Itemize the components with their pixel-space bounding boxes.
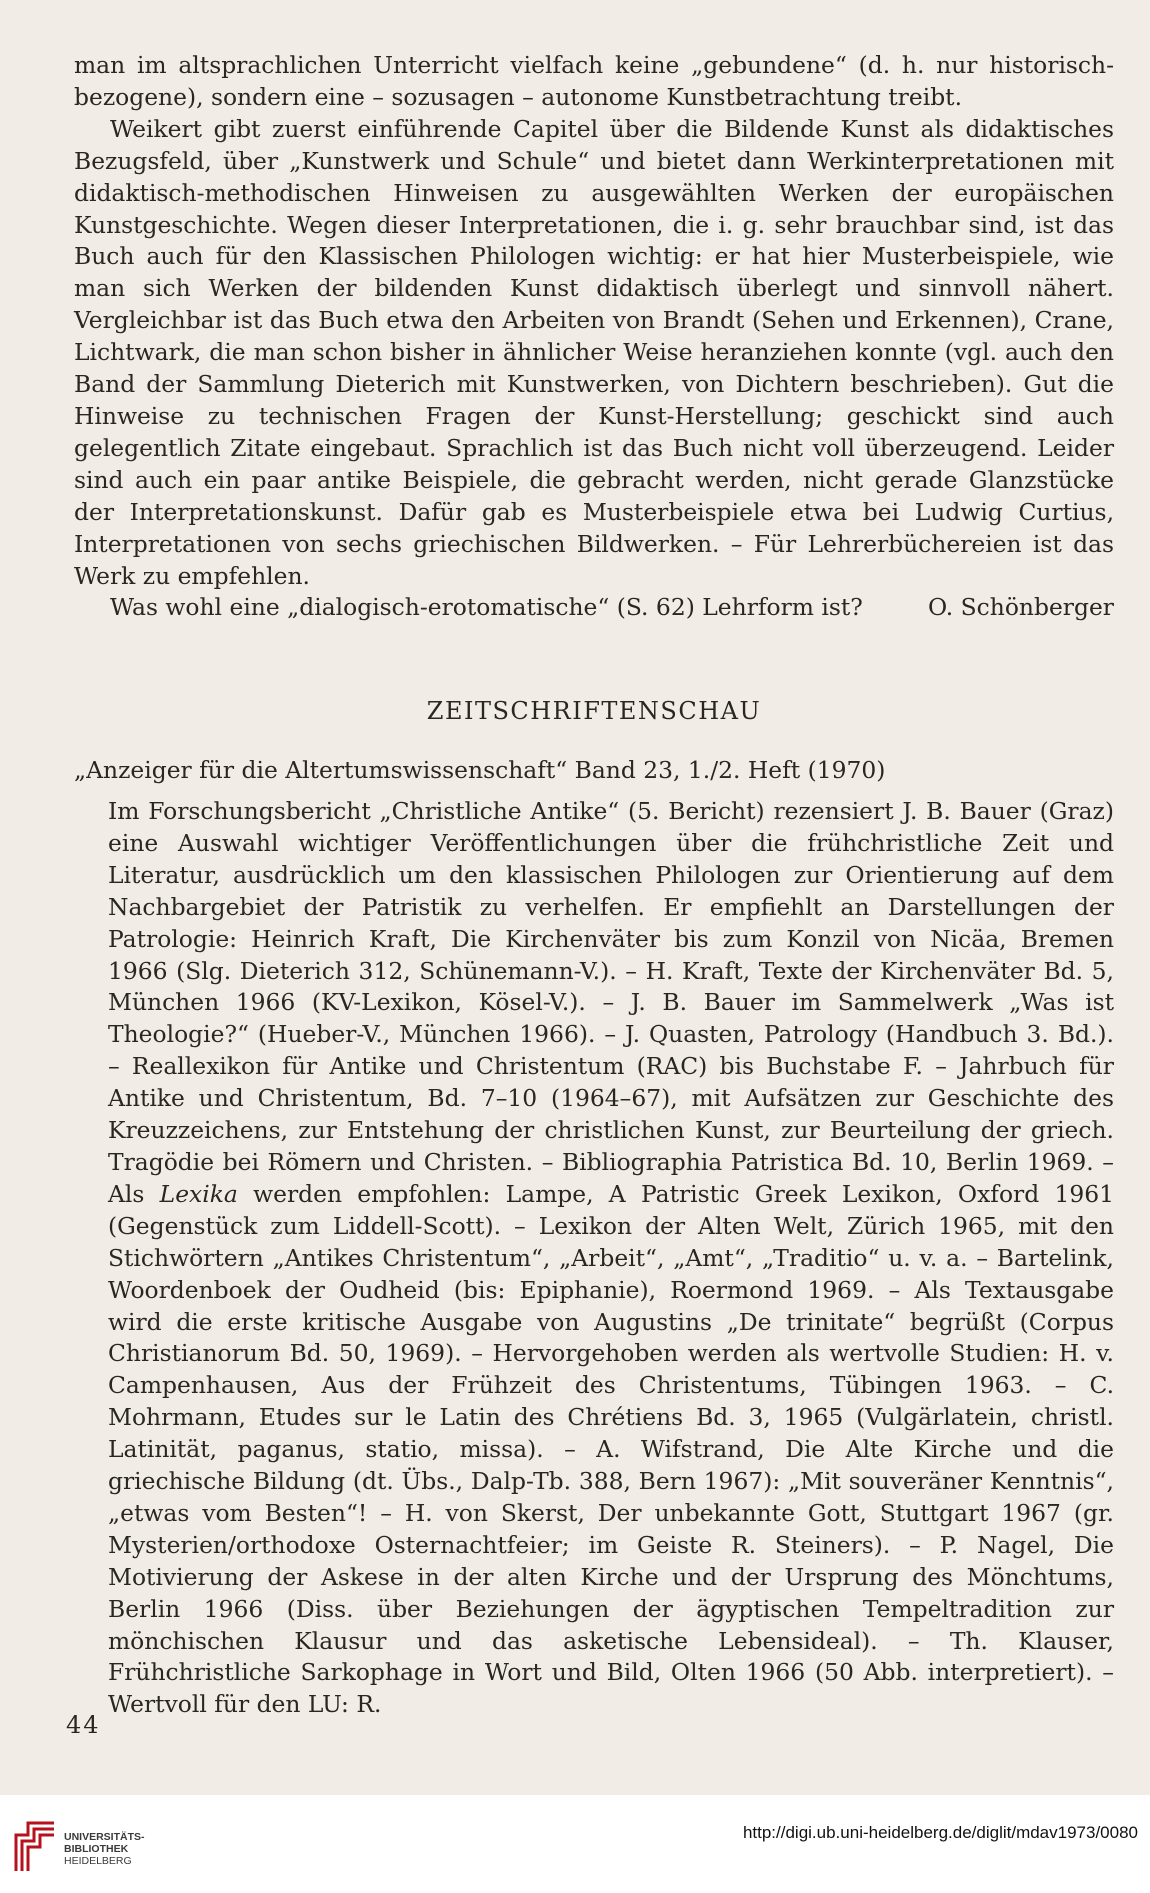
review-paragraph-1: man im altsprachlichen Unterricht vielfach keine „gebundene“ (d. h. nur historisch-bezogene), sondern eine – sozusagen – autonome Kunstbetrachtung treibt.: [74, 51, 1114, 111]
review-closing-line: [74, 592, 1114, 624]
ub-heidelberg-logo-icon: [10, 1815, 60, 1875]
library-line-2: BIBLIOTHEK: [64, 1843, 129, 1855]
library-name: [64, 1831, 145, 1867]
closing-question: Was wohl eine „dialogisch-erotomatische“ (S. 62) Lehrform ist?: [110, 593, 863, 622]
page-number: 44: [66, 1711, 101, 1739]
source-url-link[interactable]: http://digi.ub.uni-heidelberg.de/diglit/mdav1973/0080: [742, 1823, 1138, 1842]
review-text: [74, 50, 1114, 624]
report-italic-word: Lexika: [159, 1179, 238, 1208]
reviewer-name: O. Schönberger: [927, 593, 1114, 622]
review-paragraph-2: Weikert gibt zuerst einführende Capitel über die Bildende Kunst als didaktisches Bezugsfeld, über „Kunstwerk und Schule“ und bietet dann Werkinterpretationen mit didaktisch-methodischen Hinweisen zu ausgewählten Werken der europäischen Kunstgeschichte. Wegen dieser Interpretationen, die i. g. sehr brauchbar sind, ist das Buch auch für den Klassischen Philologen wichtig: er hat hier Musterbeispiele, wie man sich Werken der bildenden Kunst didaktisch überlegt und sinnvoll nähert. Vergleichbar ist das Buch etwa den Arbeiten von Brandt (Sehen und Erkennen), Crane, Lichtwark, die man schon bisher in ähnlicher Weise heranziehen konnte (vgl. auch den Band der Sammlung Dieterich mit Kunstwerken, von Dichtern beschrieben). Gut die Hinweise zu technischen Fragen der Kunst-Herstellung; geschickt sind auch gelegentlich Zitate eingebaut. Sprachlich ist das Buch nicht voll überzeugend. Leider sind auch ein paar antike Beispiele, die gebracht werden, nicht gerade Glanzstücke der Interpretationskunst. Dafür gab es Musterbeispiele etwa bei Ludwig Curtius, Interpretationen von sechs griechischen Bildwerken. – Für Lehrerbüchereien ist das Werk zu empfehlen.: [74, 114, 1114, 590]
report-paragraph: [108, 796, 1114, 1721]
report-part-1: Im Forschungsbericht „Christliche Antike“ (5. Bericht) rezensiert J. B. Bauer (Graz) eine Auswahl wichtiger Veröffentlichungen über die frühchristliche Zeit und Literatur, ausdrücklich um den klassischen Philologen zur Orientierung auf dem Nachbargebiet der Patristik zu verhelfen. Er empfiehlt an Darstellungen der Patrologie: Heinrich Kraft, Die Kirchenväter bis zum Konzil von Nicäa, Bremen 1966 (Slg. Dieterich 312, Schünemann-V.). – H. Kraft, Texte der Kirchenväter Bd. 5, München 1966 (KV-Lexikon, Kösel-V.). – J. B. Bauer im Sammelwerk „Was ist Theologie?“ (Hueber-V., München 1966). – J. Quasten, Patrology (Handbuch 3. Bd.). – Reallexikon für Antike und Christentum (RAC) bis Buchstabe F. – Jahrbuch für Antike und Christentum, Bd. 7–10 (1964–67), mit Aufsätzen zur Geschichte des Kreuzzeichens, zur Entstehung der christlichen Kunst, zur Beurteilung der griech. Tragödie bei Römern und Christen. – Bibliographia Patristica Bd. 10, Berlin 1969. – Als: [108, 797, 1114, 1208]
digitization-footer: [0, 1795, 1150, 1893]
journal-heading: „Anzeiger für die Altertumswissenschaft“ Band 23, 1./2. Heft (1970): [74, 756, 886, 784]
library-line-3: HEIDELBERG: [64, 1855, 132, 1867]
report-text: [108, 796, 1114, 1721]
section-title: ZEITSCHRIFTENSCHAU: [426, 697, 762, 725]
report-part-2: werden empfohlen: Lampe, A Patristic Greek Lexikon, Oxford 1961 (Gegenstück zum Liddell-Scott). – Lexikon der Alten Welt, Zürich 1965, mit den Stichwörtern „Antikes Christentum“, „Arbeit“, „Amt“, „Traditio“ u. v. a. – Bartelink, Woordenboek der Oudheid (bis: Epiphanie), Roermond 1969. – Als Textausgabe wird die erste kritische Ausgabe von Augustins „De trinitate“ begrüßt (Corpus Christianorum Bd. 50, 1969). – Hervorgehoben werden als wertvolle Studien: H. v. Campenhausen, Aus der Frühzeit des Christentums, Tübingen 1963. – C. Mohrmann, Etudes sur le Latin des Chrétiens Bd. 3, 1965 (Vulgärlatein, christl. Latinität, paganus, statio, missa). – A. Wifstrand, Die Alte Kirche und die griechische Bildung (dt. Übs., Dalp-Tb. 388, Bern 1967): „Mit souveräner Kenntnis“, „etwas vom Besten“! – H. von Skerst, Der unbekannte Gott, Stuttgart 1967 (gr. Mysterien/orthodoxe Osternachtfeier; im Geiste R. Steiners). – P. Nagel, Die Motivierung der Askese in der alten Kirche und der Ursprung des Mönchtums, Berlin 1966 (Diss. über Beziehungen der ägyptischen Tempeltradition zur mönchischen Klausur und das asketische Lebensideal). – Th. Klauser, Frühchristliche Sarkophage in Wort und Bild, Olten 1966 (50 Abb. interpretiert). – Wertvoll für den LU: R.: [108, 1179, 1114, 1719]
library-line-1: UNIVERSITÄTS-: [64, 1831, 145, 1843]
